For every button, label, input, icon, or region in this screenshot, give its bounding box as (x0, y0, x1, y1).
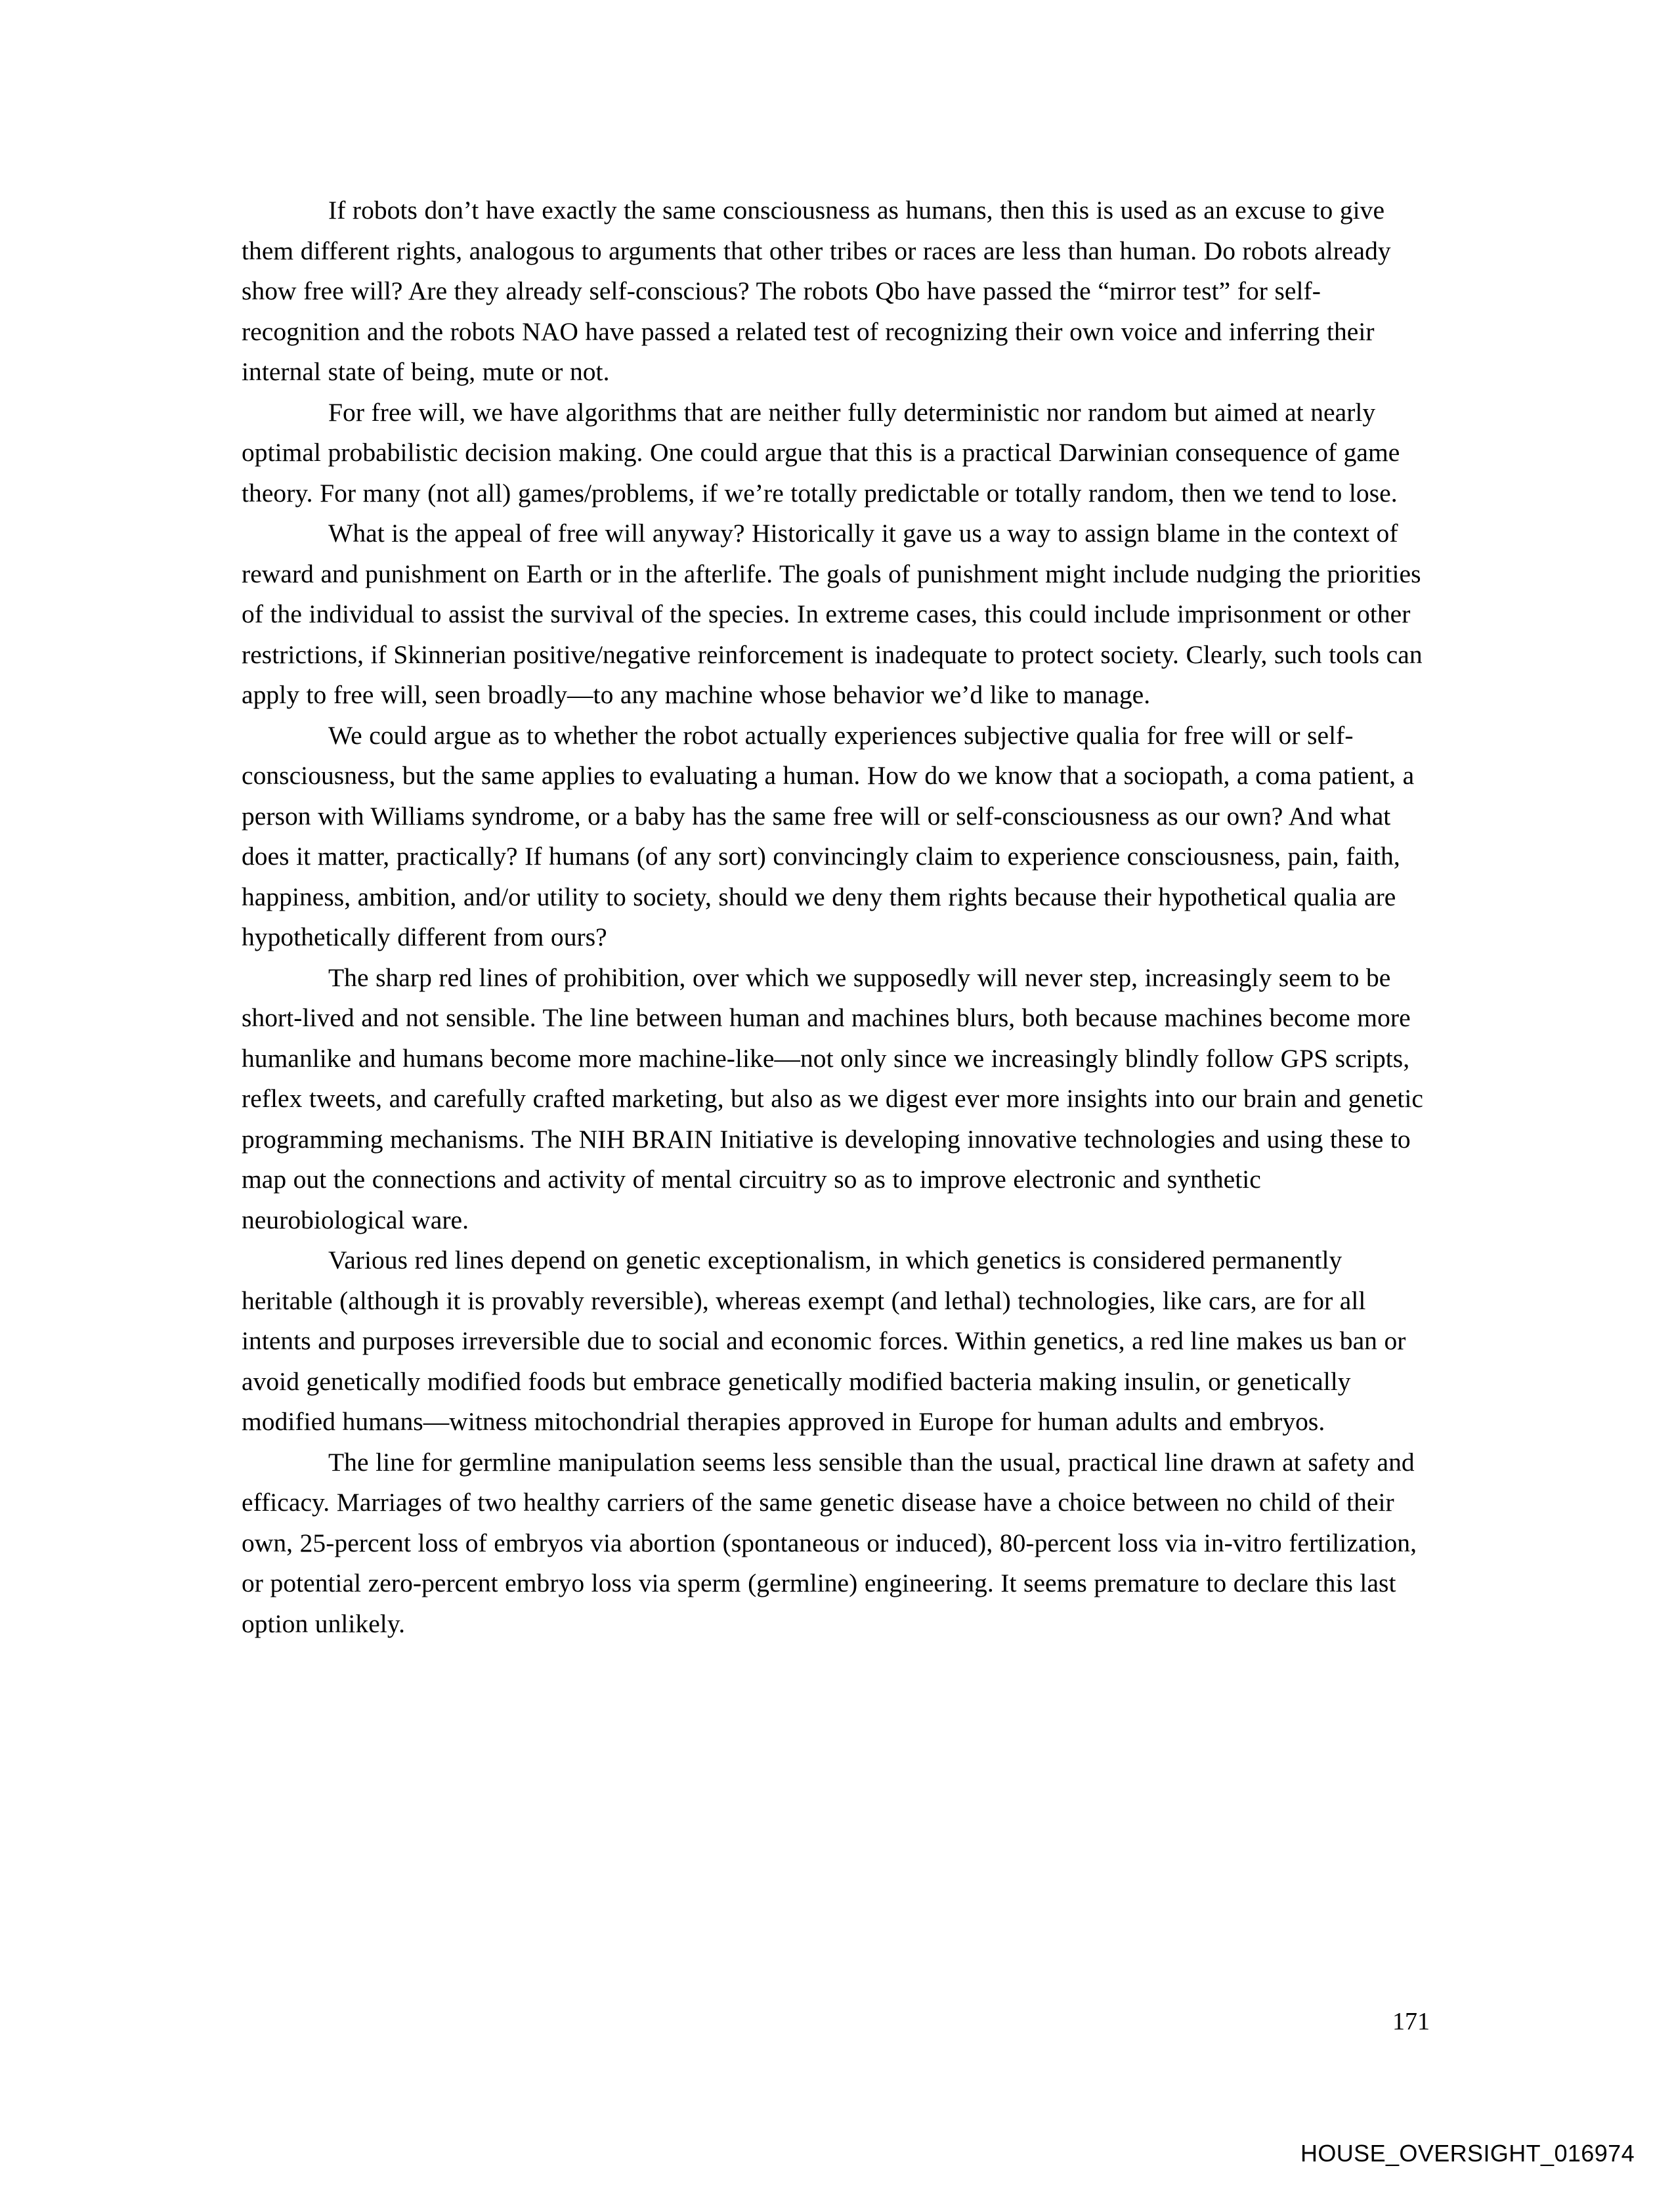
paragraph: The line for germline manipulation seems less sensible than the usual, practical line drawn at safety and efficacy. Marriages of two healthy carriers of the same genetic disease have a choice between no child of their own, 25-percent loss of embryos via abortion (spontaneous or induced), 80-percent loss via in-vitro fertilization, or potential zero-percent embryo loss via sperm (germline) engineering. It seems premature to declare this last option unlikely. (242, 1447, 1417, 1638)
paragraph: The sharp red lines of prohibition, over which we supposedly will never step, increasingly seem to be short-lived and not sensible. The line between human and machines blurs, both because machines become more humanlike and humans become more machine-like—not only since we increasingly blindly follow GPS scripts, reflex tweets, and carefully crafted marketing, but also as we digest ever more insights into our brain and genetic programming mechanisms. The NIH BRAIN Initiative is developing innovative technologies and using these to map out the connections and activity of mental circuitry so as to improve electronic and synthetic neurobiological ware. (242, 963, 1424, 1234)
paragraph: We could argue as to whether the robot actually experiences subjective qualia for free will or self-consciousness, but the same applies to evaluating a human. How do we know that a sociopath, a coma patient, a person with Williams syndrome, or a baby has the same free will or self-consciousness as our own? And what does it matter, practically? If humans (of any sort) convincingly claim to experience consciousness, pain, faith, happiness, ambition, and/or utility to society, should we deny them rights because their hypothetical qualia are hypothetically different from ours? (242, 720, 1415, 951)
body-text-column (242, 190, 1430, 1644)
paragraph: If robots don’t have exactly the same consciousness as humans, then this is used as an excuse to give them different rights, analogous to arguments that other tribes or races are less than human. Do robots already show free will? Are they already self-conscious? The robots Qbo have passed the “mirror test” for self-recognition and the robots NAO have passed a related test of recognizing their own voice and inferring their internal state of being, mute or not. (242, 196, 1391, 386)
paragraph: Various red lines depend on genetic exceptionalism, in which genetics is considered permanently heritable (although it is provably reversible), whereas exempt (and lethal) technologies, like cars, are for all intents and purposes irreversible due to social and economic forces. Within genetics, a red line makes us ban or avoid genetically modified foods but embrace genetically modified bacteria making insulin, or genetically modified humans—witness mitochondrial therapies approved in Europe for human adults and embryos. (242, 1246, 1406, 1436)
paragraph: What is the appeal of free will anyway? Historically it gave us a way to assign blame in the context of reward and punishment on Earth or in the afterlife. The goals of punishment might include nudging the priorities of the individual to assist the survival of the species. In extreme cases, this could include imprisonment or other restrictions, if Skinnerian positive/negative reinforcement is inadequate to protect society. Clearly, such tools can apply to free will, seen broadly—to any machine whose behavior we’d like to manage. (242, 519, 1423, 709)
page-number: 171 (1392, 2008, 1430, 2035)
paragraph: For free will, we have algorithms that are neither fully deterministic nor random but aimed at nearly optimal probabilistic decision making. One could argue that this is a practical Darwinian consequence of game theory. For many (not all) games/problems, if we’re totally predictable or totally random, then we tend to lose. (242, 397, 1400, 508)
bates-stamp: HOUSE_OVERSIGHT_016974 (1300, 2140, 1635, 2167)
